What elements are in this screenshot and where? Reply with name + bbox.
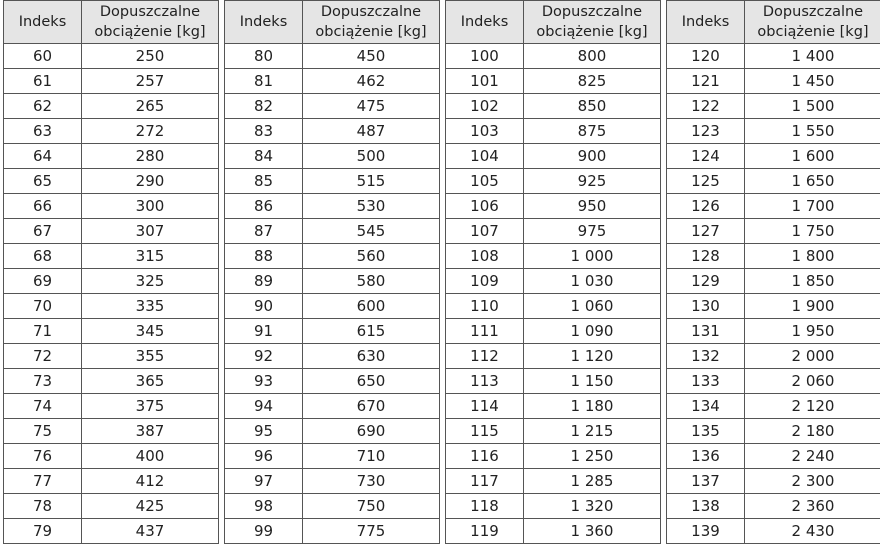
load-cell: 2 360: [745, 494, 880, 519]
table-row: [4, 269, 219, 294]
load-cell: 2 430: [745, 519, 880, 544]
load-cell: 1 090: [524, 319, 661, 344]
index-cell: 92: [225, 344, 303, 369]
header-index: Indeks: [667, 1, 745, 44]
load-cell: 850: [524, 94, 661, 119]
table-row: [225, 469, 440, 494]
index-cell: 91: [225, 319, 303, 344]
load-cell: 530: [303, 194, 440, 219]
load-cell: 315: [82, 244, 219, 269]
load-cell: 1 400: [745, 44, 880, 69]
table-row: [225, 94, 440, 119]
index-cell: 105: [446, 169, 524, 194]
table-row: [446, 319, 661, 344]
load-cell: 250: [82, 44, 219, 69]
table-row: [225, 494, 440, 519]
load-cell: 365: [82, 369, 219, 394]
table-row: [446, 194, 661, 219]
load-cell: 975: [524, 219, 661, 244]
table-row: [225, 269, 440, 294]
header-index: Indeks: [225, 1, 303, 44]
table-row: [4, 169, 219, 194]
table-row: [446, 344, 661, 369]
load-cell: 387: [82, 419, 219, 444]
load-cell: 325: [82, 269, 219, 294]
table-row: [4, 319, 219, 344]
load-cell: 265: [82, 94, 219, 119]
load-cell: 1 800: [745, 244, 880, 269]
load-cell: 545: [303, 219, 440, 244]
index-cell: 64: [4, 144, 82, 169]
index-cell: 80: [225, 44, 303, 69]
table-row: [4, 344, 219, 369]
index-cell: 120: [667, 44, 745, 69]
index-cell: 70: [4, 294, 82, 319]
table-row: [225, 244, 440, 269]
load-cell: 2 240: [745, 444, 880, 469]
load-cell: 1 250: [524, 444, 661, 469]
table-row: [667, 419, 880, 444]
load-cell: 615: [303, 319, 440, 344]
index-cell: 137: [667, 469, 745, 494]
table-header-row: [667, 1, 880, 44]
index-cell: 128: [667, 244, 745, 269]
table-row: [446, 369, 661, 394]
index-cell: 131: [667, 319, 745, 344]
header-permissible-load: [82, 1, 219, 44]
load-cell: 1 360: [524, 519, 661, 544]
load-cell: 900: [524, 144, 661, 169]
table-row: [667, 344, 880, 369]
load-cell: 1 450: [745, 69, 880, 94]
load-cell: 1 650: [745, 169, 880, 194]
table-row: [667, 169, 880, 194]
index-cell: 129: [667, 269, 745, 294]
header-load-line2: obciążenie [kg]: [94, 24, 205, 40]
load-cell: 1 120: [524, 344, 661, 369]
load-cell: 825: [524, 69, 661, 94]
index-cell: 97: [225, 469, 303, 494]
index-cell: 134: [667, 394, 745, 419]
table-row: [4, 419, 219, 444]
table-row: [667, 94, 880, 119]
index-cell: 125: [667, 169, 745, 194]
table-row: [225, 369, 440, 394]
index-cell: 96: [225, 444, 303, 469]
header-load-line2: obciążenie [kg]: [315, 24, 426, 40]
table-row: [225, 444, 440, 469]
index-cell: 72: [4, 344, 82, 369]
header-permissible-load: [745, 1, 880, 44]
table-row: [667, 194, 880, 219]
load-index-table-4: [666, 0, 880, 544]
table-row: [4, 69, 219, 94]
header-permissible-load: [524, 1, 661, 44]
load-cell: 630: [303, 344, 440, 369]
table-row: [4, 219, 219, 244]
index-cell: 79: [4, 519, 82, 544]
table-row: [4, 494, 219, 519]
index-cell: 138: [667, 494, 745, 519]
index-cell: 95: [225, 419, 303, 444]
load-cell: 580: [303, 269, 440, 294]
table-row: [225, 319, 440, 344]
index-cell: 118: [446, 494, 524, 519]
load-cell: 300: [82, 194, 219, 219]
index-cell: 82: [225, 94, 303, 119]
table-row: [667, 144, 880, 169]
load-cell: 750: [303, 494, 440, 519]
index-cell: 122: [667, 94, 745, 119]
table-row: [446, 294, 661, 319]
table-row: [446, 444, 661, 469]
table-row: [225, 294, 440, 319]
load-cell: 875: [524, 119, 661, 144]
load-cell: 650: [303, 369, 440, 394]
load-cell: 560: [303, 244, 440, 269]
load-cell: 2 300: [745, 469, 880, 494]
load-cell: 280: [82, 144, 219, 169]
load-cell: 690: [303, 419, 440, 444]
table-row: [225, 144, 440, 169]
index-cell: 115: [446, 419, 524, 444]
table-row: [446, 119, 661, 144]
table-row: [4, 144, 219, 169]
index-cell: 102: [446, 94, 524, 119]
header-load-line1: Dopuszczalne: [100, 4, 200, 20]
load-cell: 710: [303, 444, 440, 469]
index-cell: 85: [225, 169, 303, 194]
load-cell: 1 750: [745, 219, 880, 244]
table-row: [667, 319, 880, 344]
load-cell: 412: [82, 469, 219, 494]
load-cell: 1 060: [524, 294, 661, 319]
table-header-row: [4, 1, 219, 44]
load-index-table-1: [3, 0, 219, 544]
load-cell: 487: [303, 119, 440, 144]
table-row: [446, 44, 661, 69]
table-row: [446, 494, 661, 519]
index-cell: 124: [667, 144, 745, 169]
index-cell: 133: [667, 369, 745, 394]
index-cell: 78: [4, 494, 82, 519]
load-cell: 1 180: [524, 394, 661, 419]
index-cell: 100: [446, 44, 524, 69]
index-cell: 88: [225, 244, 303, 269]
index-cell: 77: [4, 469, 82, 494]
index-cell: 98: [225, 494, 303, 519]
header-load-line2: obciążenie [kg]: [757, 24, 868, 40]
load-cell: 335: [82, 294, 219, 319]
index-cell: 67: [4, 219, 82, 244]
table-row: [4, 444, 219, 469]
index-cell: 123: [667, 119, 745, 144]
load-cell: 2 180: [745, 419, 880, 444]
index-cell: 86: [225, 194, 303, 219]
index-cell: 71: [4, 319, 82, 344]
index-cell: 99: [225, 519, 303, 544]
index-cell: 87: [225, 219, 303, 244]
index-cell: 89: [225, 269, 303, 294]
index-cell: 121: [667, 69, 745, 94]
index-cell: 114: [446, 394, 524, 419]
index-cell: 69: [4, 269, 82, 294]
table-row: [446, 169, 661, 194]
table-row: [667, 244, 880, 269]
load-cell: 1 700: [745, 194, 880, 219]
index-cell: 113: [446, 369, 524, 394]
load-cell: 375: [82, 394, 219, 419]
table-row: [667, 44, 880, 69]
load-cell: 1 850: [745, 269, 880, 294]
load-cell: 437: [82, 519, 219, 544]
index-cell: 112: [446, 344, 524, 369]
index-cell: 93: [225, 369, 303, 394]
load-cell: 400: [82, 444, 219, 469]
load-cell: 257: [82, 69, 219, 94]
load-cell: 1 000: [524, 244, 661, 269]
load-cell: 500: [303, 144, 440, 169]
index-cell: 74: [4, 394, 82, 419]
table-row: [667, 494, 880, 519]
index-cell: 135: [667, 419, 745, 444]
load-cell: 345: [82, 319, 219, 344]
table-row: [667, 119, 880, 144]
index-cell: 81: [225, 69, 303, 94]
table-row: [667, 369, 880, 394]
table-row: [667, 294, 880, 319]
index-cell: 107: [446, 219, 524, 244]
header-index: Indeks: [446, 1, 524, 44]
load-cell: 925: [524, 169, 661, 194]
load-cell: 600: [303, 294, 440, 319]
table-row: [4, 44, 219, 69]
index-cell: 108: [446, 244, 524, 269]
index-cell: 126: [667, 194, 745, 219]
table-row: [446, 144, 661, 169]
index-cell: 106: [446, 194, 524, 219]
header-load-line1: Dopuszczalne: [763, 4, 863, 20]
table-row: [667, 219, 880, 244]
load-index-table-3: [445, 0, 661, 544]
header-permissible-load: [303, 1, 440, 44]
load-cell: 1 500: [745, 94, 880, 119]
load-cell: 2 060: [745, 369, 880, 394]
load-cell: 307: [82, 219, 219, 244]
index-cell: 68: [4, 244, 82, 269]
index-cell: 111: [446, 319, 524, 344]
load-cell: 1 320: [524, 494, 661, 519]
table-row: [667, 444, 880, 469]
header-load-line2: obciążenie [kg]: [536, 24, 647, 40]
load-cell: 272: [82, 119, 219, 144]
index-cell: 132: [667, 344, 745, 369]
load-cell: 355: [82, 344, 219, 369]
load-cell: 730: [303, 469, 440, 494]
index-cell: 136: [667, 444, 745, 469]
table-row: [225, 69, 440, 94]
index-cell: 60: [4, 44, 82, 69]
load-cell: 1 150: [524, 369, 661, 394]
index-cell: 116: [446, 444, 524, 469]
table-row: [446, 394, 661, 419]
load-cell: 475: [303, 94, 440, 119]
load-cell: 462: [303, 69, 440, 94]
table-row: [446, 94, 661, 119]
load-cell: 1 285: [524, 469, 661, 494]
table-row: [225, 169, 440, 194]
table-row: [4, 94, 219, 119]
index-cell: 101: [446, 69, 524, 94]
index-cell: 103: [446, 119, 524, 144]
load-cell: 775: [303, 519, 440, 544]
table-row: [4, 394, 219, 419]
load-cell: 450: [303, 44, 440, 69]
table-row: [4, 244, 219, 269]
table-row: [225, 219, 440, 244]
table-row: [225, 119, 440, 144]
index-cell: 73: [4, 369, 82, 394]
index-cell: 83: [225, 119, 303, 144]
header-load-line1: Dopuszczalne: [542, 4, 642, 20]
index-cell: 90: [225, 294, 303, 319]
table-row: [446, 419, 661, 444]
index-cell: 84: [225, 144, 303, 169]
table-row: [225, 344, 440, 369]
table-row: [446, 69, 661, 94]
table-row: [446, 219, 661, 244]
index-cell: 127: [667, 219, 745, 244]
load-cell: 1 600: [745, 144, 880, 169]
table-row: [4, 119, 219, 144]
table-row: [446, 469, 661, 494]
load-cell: 1 030: [524, 269, 661, 294]
load-index-table-2: [224, 0, 440, 544]
index-cell: 75: [4, 419, 82, 444]
load-cell: 290: [82, 169, 219, 194]
load-cell: 800: [524, 44, 661, 69]
table-header-row: [446, 1, 661, 44]
index-cell: 65: [4, 169, 82, 194]
table-row: [667, 269, 880, 294]
index-cell: 119: [446, 519, 524, 544]
table-row: [4, 369, 219, 394]
table-row: [225, 394, 440, 419]
load-cell: 670: [303, 394, 440, 419]
table-row: [225, 419, 440, 444]
load-cell: 950: [524, 194, 661, 219]
load-cell: 1 900: [745, 294, 880, 319]
index-cell: 63: [4, 119, 82, 144]
table-row: [225, 44, 440, 69]
index-cell: 130: [667, 294, 745, 319]
table-row: [446, 269, 661, 294]
table-row: [4, 469, 219, 494]
index-cell: 66: [4, 194, 82, 219]
index-cell: 76: [4, 444, 82, 469]
load-cell: 2 120: [745, 394, 880, 419]
table-header-row: [225, 1, 440, 44]
table-row: [667, 394, 880, 419]
table-row: [4, 294, 219, 319]
load-cell: 2 000: [745, 344, 880, 369]
load-cell: 1 950: [745, 319, 880, 344]
index-cell: 104: [446, 144, 524, 169]
index-cell: 62: [4, 94, 82, 119]
index-cell: 117: [446, 469, 524, 494]
load-cell: 425: [82, 494, 219, 519]
index-cell: 109: [446, 269, 524, 294]
table-row: [667, 469, 880, 494]
table-row: [667, 69, 880, 94]
index-cell: 61: [4, 69, 82, 94]
header-index: Indeks: [4, 1, 82, 44]
index-cell: 94: [225, 394, 303, 419]
load-cell: 515: [303, 169, 440, 194]
table-row: [4, 194, 219, 219]
load-index-tables: [3, 0, 880, 544]
load-cell: 1 215: [524, 419, 661, 444]
index-cell: 139: [667, 519, 745, 544]
load-cell: 1 550: [745, 119, 880, 144]
table-row: [446, 244, 661, 269]
table-row: [225, 194, 440, 219]
index-cell: 110: [446, 294, 524, 319]
header-load-line1: Dopuszczalne: [321, 4, 421, 20]
